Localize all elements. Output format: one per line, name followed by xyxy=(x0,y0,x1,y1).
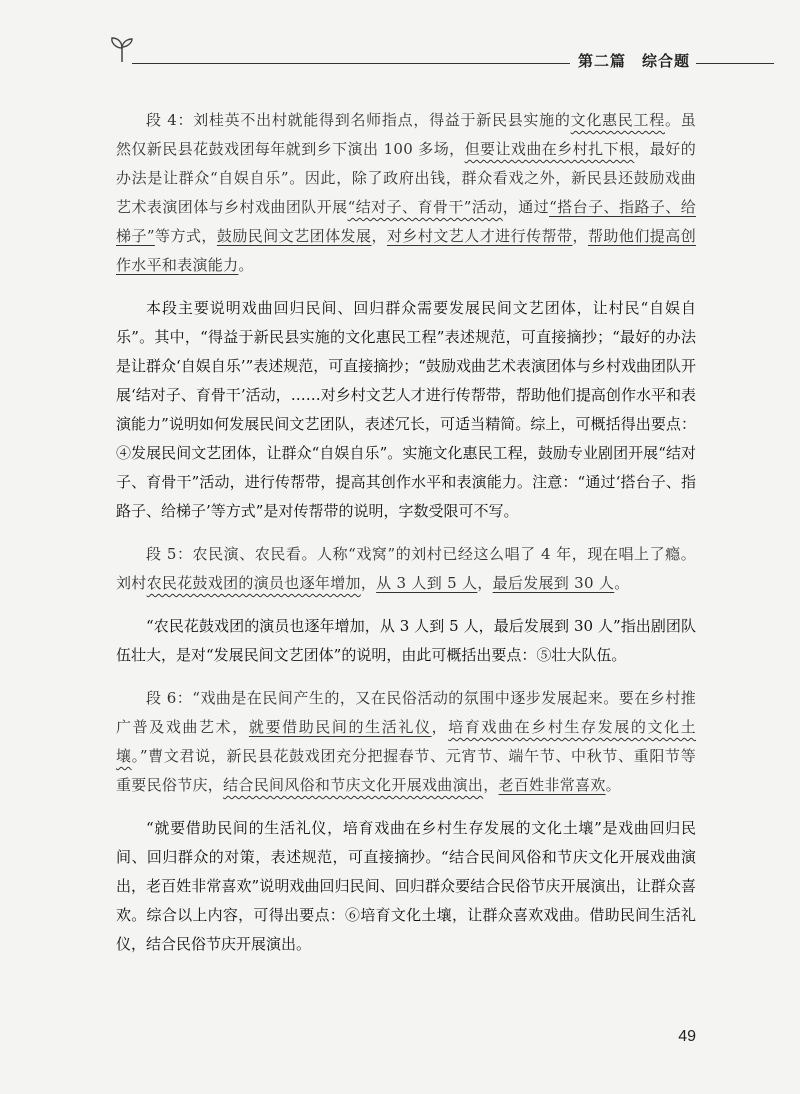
analysis-paragraph-4: 本段主要说明戏曲回归民间、回归群众需要发展民间文艺团体，让村民“自娱自乐”。其中，“得益于新民县实施的文化惠民工程”表述规范，可直接摘抄；“最好的办法是让群众‘自娱自乐’”表述规范，可直接摘抄；“鼓励戏曲艺术表演团体与乡村戏曲团队开展‘结对子、育骨干’活动，……对乡村文艺人才进行传帮带，帮助他们提高创作水平和表演能力”说明如何发展民间文艺团队，表述冗长，可适当精简。综上，可概括得出要点：④发展民间文艺团体，让群众“自娱自乐”。实施文化惠民工程，鼓励专业剧团开展“结对子、育骨干”活动，进行传帮带，提高其创作水平和表演能力。注意：“通过‘搭台子、指路子、给梯子’等方式”是对传帮带的说明，字数受限可不写。 xyxy=(116,299,696,520)
page-header xyxy=(0,0,800,80)
analysis-paragraph-5: “农民花鼓戏团的演员也逐年增加，从 3 人到 5 人，最后发展到 30 人”指出剧团队伍壮大，是对“发展民间文艺团体”的说明，由此可概括出要点：⑤壮大队伍。 xyxy=(116,617,696,664)
analysis-paragraph-6: “就要借助民间的生活礼仪，培育戏曲在乡村生存发展的文化土壤”是戏曲回归民间、回归群众的对策，表述规范，可直接摘抄。“结合民间风俗和节庆文化开展戏曲演出，老百姓非常喜欢”说明戏曲回归民间、回归群众要结合民俗节庆开展演出，让群众喜欢。综合以上内容，可得出要点：⑥培育文化土壤，让群众喜欢戏曲。借助民间生活礼仪，结合民俗节庆开展演出。 xyxy=(116,819,696,953)
page-number: 49 xyxy=(678,1028,696,1045)
source-paragraph-4: 段 4：刘桂英不出村就能得到名师指点，得益于新民县实施的文化惠民工程。虽然仅新民县花鼓戏团每年就到乡下演出 100 多场，但要让戏曲在乡村扎下根，最好的办法是让群众“自娱自乐”。因此，除了政府出钱，群众看戏之外，新民县还鼓励戏曲艺术表演团体与乡村戏曲团队开展“结对子、育骨干”活动，通过“搭台子、指路子、给梯子”等方式，鼓励民间文艺团体发展，对乡村文艺人才进行传帮带，帮助他们提高创作水平和表演能力。 xyxy=(116,111,697,274)
source-paragraph-6: 段 6：“戏曲是在民间产生的，又在民俗活动的氛围中逐步发展起来。要在乡村推广普及戏曲艺术，就要借助民间的生活礼仪，培育戏曲在乡村生存发展的文化土壤。”曹文君说，新民县花鼓戏团充分把握春节、元宵节、端午节、中秋节、重阳节等重要民俗节庆，结合民间风俗和节庆文化开展戏曲演出，老百姓非常喜欢。 xyxy=(116,689,696,794)
header-rule-right xyxy=(696,63,774,64)
sprout-icon xyxy=(108,34,136,64)
source-paragraph-5: 段 5：农民演、农民看。人称“戏窝”的刘村已经这么唱了 4 年，现在唱上了瘾。刘村农民花鼓戏团的演员也逐年增加，从 3 人到 5 人，最后发展到 30 人。 xyxy=(116,545,696,592)
page-content xyxy=(116,106,696,973)
header-rule-left xyxy=(132,63,570,64)
section-title: 第二篇 综合题 xyxy=(578,52,691,70)
